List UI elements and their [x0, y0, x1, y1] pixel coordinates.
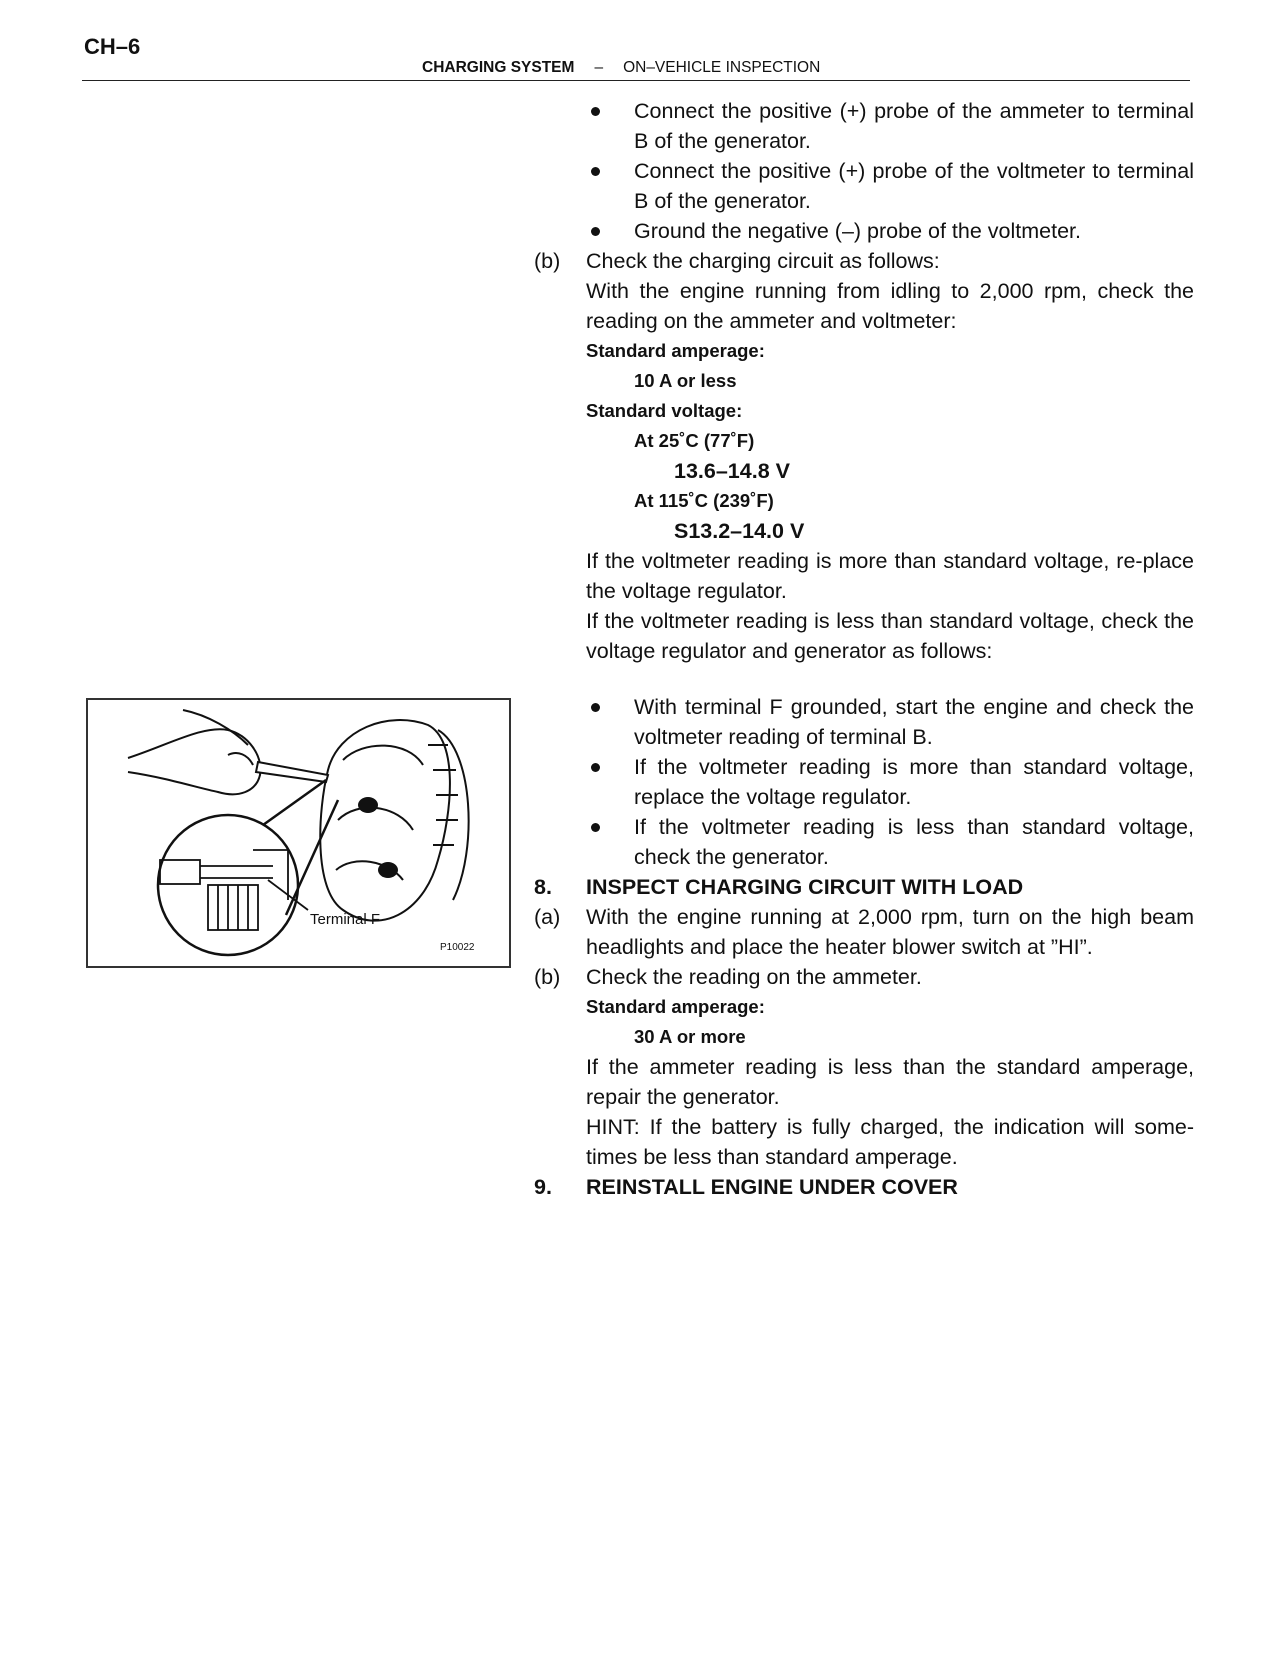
bullet-icon	[591, 167, 600, 176]
paragraph: If the voltmeter reading is more than standard voltage, re-place the voltage regulator.	[586, 549, 1194, 603]
hand-sleeve	[183, 710, 248, 745]
list-item: Connect the positive (+) probe of the voltmeter to terminal B of the generator.	[534, 156, 1194, 216]
running-header	[422, 59, 820, 77]
generator-drawing	[88, 700, 509, 966]
callout-line	[286, 800, 338, 915]
bullet-icon	[591, 703, 600, 712]
substep-b-text: With the engine running from idling to 2,000 rpm, check the reading on the ammeter and voltmeter:	[586, 279, 1194, 333]
amp-spec-value: 30 A or more	[634, 1026, 746, 1047]
volt-spec-label: Standard voltage:	[586, 400, 743, 421]
fin-lines	[428, 745, 458, 845]
detail-terminal	[208, 885, 258, 930]
callout-line	[263, 780, 326, 825]
substep-b-title: (b) Check the charging circuit as follows:	[534, 249, 940, 273]
volt-spec-value: 13.6–14.8 V	[674, 459, 790, 483]
step-8-substep-a: (a) With the engine running at 2,000 rpm, turn on the high beam headlights and place the heater blower switch at ”HI”.	[534, 905, 1194, 959]
step-9-heading: 9. REINSTALL ENGINE UNDER COVER	[534, 1175, 958, 1199]
housing-rib	[343, 746, 423, 765]
page-number: CH–6	[84, 34, 141, 59]
detail-probe	[160, 860, 200, 884]
bullet-icon	[591, 107, 600, 116]
paragraph: If the voltmeter reading is less than standard voltage, check the voltage regulator and generator as follows:	[586, 609, 1194, 663]
header-rule	[82, 80, 1190, 81]
amp-spec-label: Standard amperage:	[586, 340, 765, 361]
housing-fins	[438, 730, 469, 900]
paragraph: If the ammeter reading is less than the standard amperage, repair the generator.	[586, 1055, 1194, 1109]
list-item: If the voltmeter reading is less than standard voltage, check the generator.	[534, 812, 1194, 872]
hand-finger	[228, 753, 253, 765]
terminal-f-illustration	[86, 698, 511, 968]
amp-spec-label: Standard amperage:	[586, 996, 765, 1017]
volt-spec-value: S13.2–14.0 V	[674, 519, 805, 543]
generator-housing	[320, 720, 450, 921]
instructions-column	[534, 96, 1194, 1202]
header-separator: –	[594, 59, 604, 76]
detail-ribs	[218, 885, 248, 930]
housing-rib	[338, 808, 413, 830]
amp-spec-value: 10 A or less	[634, 370, 737, 391]
terminal-bolt	[378, 862, 398, 878]
list-item: Connect the positive (+) probe of the ammeter to terminal B of the generator.	[534, 96, 1194, 156]
section-title: CHARGING SYSTEM	[422, 59, 575, 76]
bullet-icon	[591, 763, 600, 772]
screwdriver	[256, 762, 328, 782]
subsection-title: ON–VEHICLE INSPECTION	[623, 59, 821, 76]
bullet-icon	[591, 227, 600, 236]
figure-code: P10022	[440, 942, 475, 953]
list-item: Ground the negative (–) probe of the voltmeter.	[534, 216, 1194, 246]
detail-shaft	[200, 866, 273, 878]
step-8-substep-b: (b) Check the reading on the ammeter.	[534, 965, 922, 989]
step-8-heading: 8. INSPECT CHARGING CIRCUIT WITH LOAD	[534, 875, 1024, 899]
bullet-icon	[591, 823, 600, 832]
hint-text: HINT: If the battery is fully charged, the indication will some-times be less than standard amperage.	[586, 1115, 1194, 1169]
temp-condition: At 115˚C (239˚F)	[634, 490, 774, 511]
list-item: With terminal F grounded, start the engine and check the voltmeter reading of terminal B.	[534, 692, 1194, 752]
temp-condition: At 25˚C (77˚F)	[634, 430, 755, 451]
list-item: If the voltmeter reading is more than standard voltage, replace the voltage regulator.	[534, 752, 1194, 812]
figure-caption: Terminal F	[310, 911, 381, 928]
terminal-bolt	[358, 797, 378, 813]
